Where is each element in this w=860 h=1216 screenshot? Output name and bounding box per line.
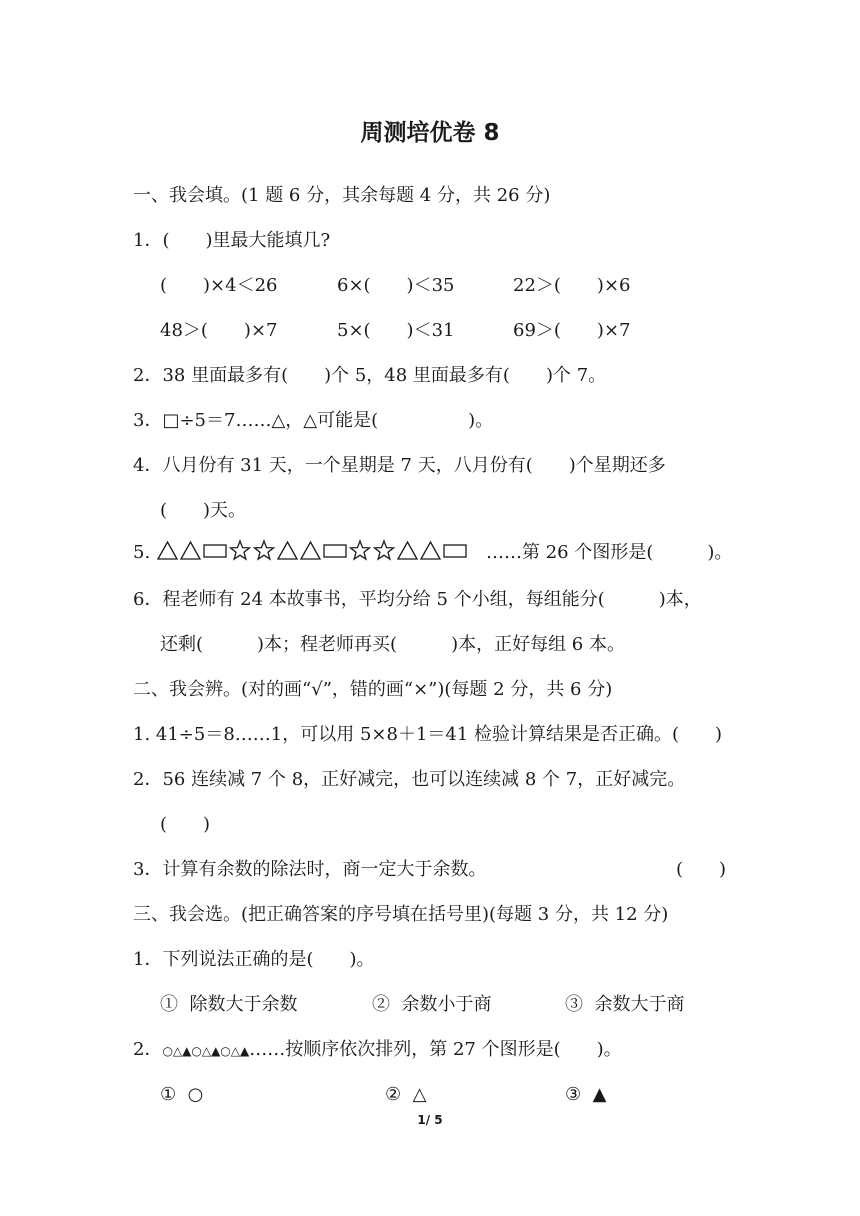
section1-heading: 一、我会填。(1 题 6 分，其余每题 4 分，共 26 分): [133, 185, 551, 206]
s3-q2-stem: [133, 1038, 622, 1063]
rectangle-shape-icon: [324, 545, 346, 557]
page-number: 1/ 5: [417, 1113, 443, 1127]
star-shape-icon: [351, 541, 370, 559]
rectangle-shape-icon: [204, 545, 226, 557]
triangle-shape-icon: [301, 542, 320, 559]
q1-stem: 1．( )里最大能填几?: [133, 230, 331, 251]
triangle-shape-icon: [158, 542, 177, 559]
q3-text: 3．□÷5＝7……△，△可能是( )。: [133, 410, 494, 431]
q4-line1: 4．八月份有 31 天，一个星期是 7 天，八月份有( )个星期还多: [133, 455, 666, 476]
q4-line2: ( )天。: [160, 500, 247, 521]
q1-row1-item: 22＞( )×6: [513, 275, 631, 296]
star-shape-icon: [375, 541, 394, 559]
q5-shape-sequence: [156, 539, 486, 563]
s2-q2-line2: ( ): [160, 814, 211, 835]
star-shape-icon: [255, 541, 274, 559]
s2-q3: 3．计算有余数的除法时，商一定大于余数。: [133, 859, 487, 880]
q1-row1-item: ( )×4＜26: [160, 275, 278, 296]
s3-q2-option: ① ○: [160, 1084, 204, 1105]
s3-q2-prefix: 2．: [133, 1039, 163, 1060]
q1-row1-item: 6×( )＜35: [337, 275, 455, 296]
triangle-shape-icon: [278, 542, 297, 559]
s3-q1-option: ② 余数小于商: [372, 994, 492, 1015]
s3-q2-suffix: ……按顺序依次排列，第 27 个图形是( )。: [249, 1039, 622, 1060]
q1-row2-item: 5×( )＜31: [337, 320, 455, 341]
q2-text: 2．38 里面最多有( )个 5，48 里面最多有( )个 7。: [133, 365, 607, 386]
q1-row2-item: 48＞( )×7: [160, 320, 278, 341]
s2-q2-line1: 2．56 连续减 7 个 8，正好减完，也可以连续减 8 个 7，正好减完。: [133, 769, 686, 790]
q6-line1: 6．程老师有 24 本故事书，平均分给 5 个小组，每组能分( )本，: [133, 589, 702, 610]
q6-line2: 还剩( )本；程老师再买( )本，正好每组 6 本。: [160, 634, 625, 655]
section2-heading: 二、我会辨。(对的画“√”，错的画“×”)(每题 2 分，共 6 分): [133, 679, 613, 700]
s3-q2-pattern: ○△▲○△▲○△▲: [162, 1044, 250, 1058]
triangle-shape-icon: [398, 542, 417, 559]
star-shape-icon: [231, 541, 250, 559]
triangle-shape-icon: [421, 542, 440, 559]
s3-q1-option: ③ 余数大于商: [565, 994, 685, 1015]
triangle-shape-icon: [181, 542, 200, 559]
s3-q1-stem: 1．下列说法正确的是( )。: [133, 949, 375, 970]
q5-suffix: ……第 26 个图形是( )。: [486, 542, 733, 563]
s3-q2-option: ③ ▲: [565, 1084, 607, 1105]
page-title: 周测培优卷 8: [360, 120, 500, 146]
s2-q3-bracket: ( ): [676, 859, 727, 880]
section3-heading: 三、我会选。(把正确答案的序号填在括号里)(每题 3 分，共 12 分): [133, 904, 669, 925]
q1-row2-item: 69＞( )×7: [513, 320, 631, 341]
rectangle-shape-icon: [444, 545, 466, 557]
s2-q1: 1. 41÷5＝8……1，可以用 5×8＋1＝41 检验计算结果是否正确。( ): [133, 724, 723, 745]
q5-number: 5.: [133, 542, 151, 563]
s3-q1-option: ① 除数大于余数: [160, 994, 298, 1015]
s3-q2-option: ② △: [385, 1084, 427, 1105]
